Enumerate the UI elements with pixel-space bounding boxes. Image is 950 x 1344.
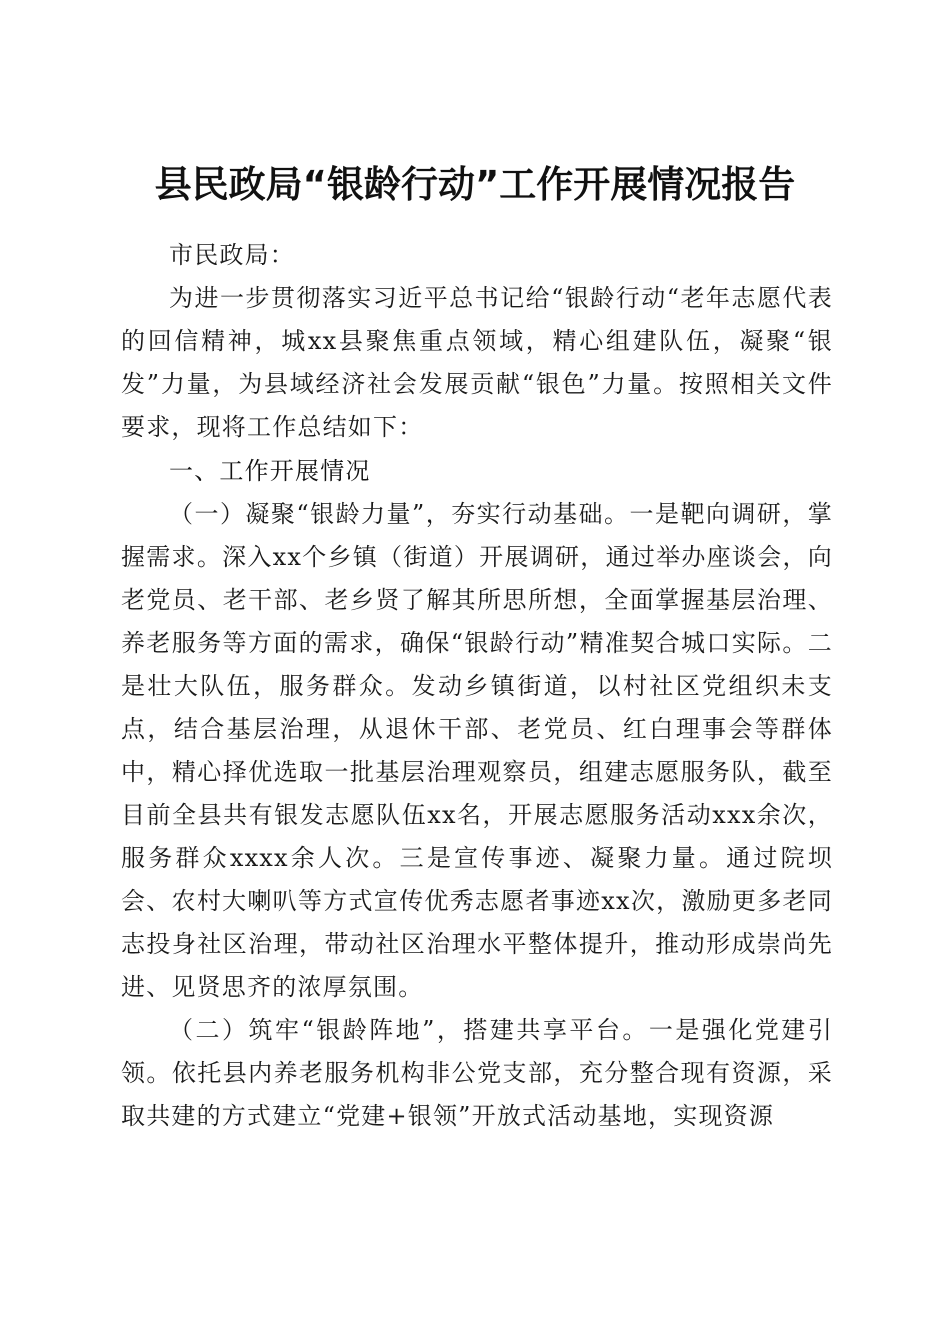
- part-1-lead: （一）凝聚“银龄力量”，夯实行动基础。: [169, 500, 630, 528]
- paragraph-part-2: [121, 1009, 833, 1138]
- part-2-lead: （二）筑牢“银龄阵地”，搭建共享平台。: [169, 1016, 649, 1044]
- salutation: 市民政局：: [169, 241, 295, 269]
- section-heading-1: 一、工作开展情况: [169, 457, 371, 485]
- document-body: [121, 234, 833, 1138]
- paragraph-part-1: [121, 493, 833, 1009]
- intro-paragraph: 为进一步贯彻落实习近平总书记给“银龄行动“老年志愿代表的回信精神，城xx县聚焦重点领域，精心组建队伍，凝聚“银发”力量，为县域经济社会发展贡献“银色”力量。按照相关文件要求，现将工作总结如下：: [121, 284, 833, 441]
- part-2-text: 一是强化党建引领。依托县内养老服务机构非公党支部，充分整合现有资源，采取共建的方式建立“党建+银领”开放式活动基地，实现资源: [121, 1016, 833, 1130]
- part-1-text: 一是靶向调研，掌握需求。深入xx个乡镇（街道）开展调研，通过举办座谈会，向老党员、老干部、老乡贤了解其所思所想，全面掌握基层治理、养老服务等方面的需求，确保“银龄行动”精准契合城口实际。二是壮大队伍，服务群众。发动乡镇街道，以村社区党组织未支点，结合基层治理，从退休干部、老党员、红白理事会等群体中，精心择优选取一批基层治理观察员，组建志愿服务队，截至目前全县共有银发志愿队伍xx名，开展志愿服务活动xxx余次，服务群众xxxx余人次。三是宣传事迹、凝聚力量。通过院坝会、农村大喇叭等方式宣传优秀志愿者事迹xx次，激励更多老同志投身社区治理，带动社区治理水平整体提升，推动形成崇尚先进、见贤思齐的浓厚氛围。: [121, 500, 833, 1001]
- document-title: 县民政局“银龄行动”工作开展情况报告: [154, 162, 796, 206]
